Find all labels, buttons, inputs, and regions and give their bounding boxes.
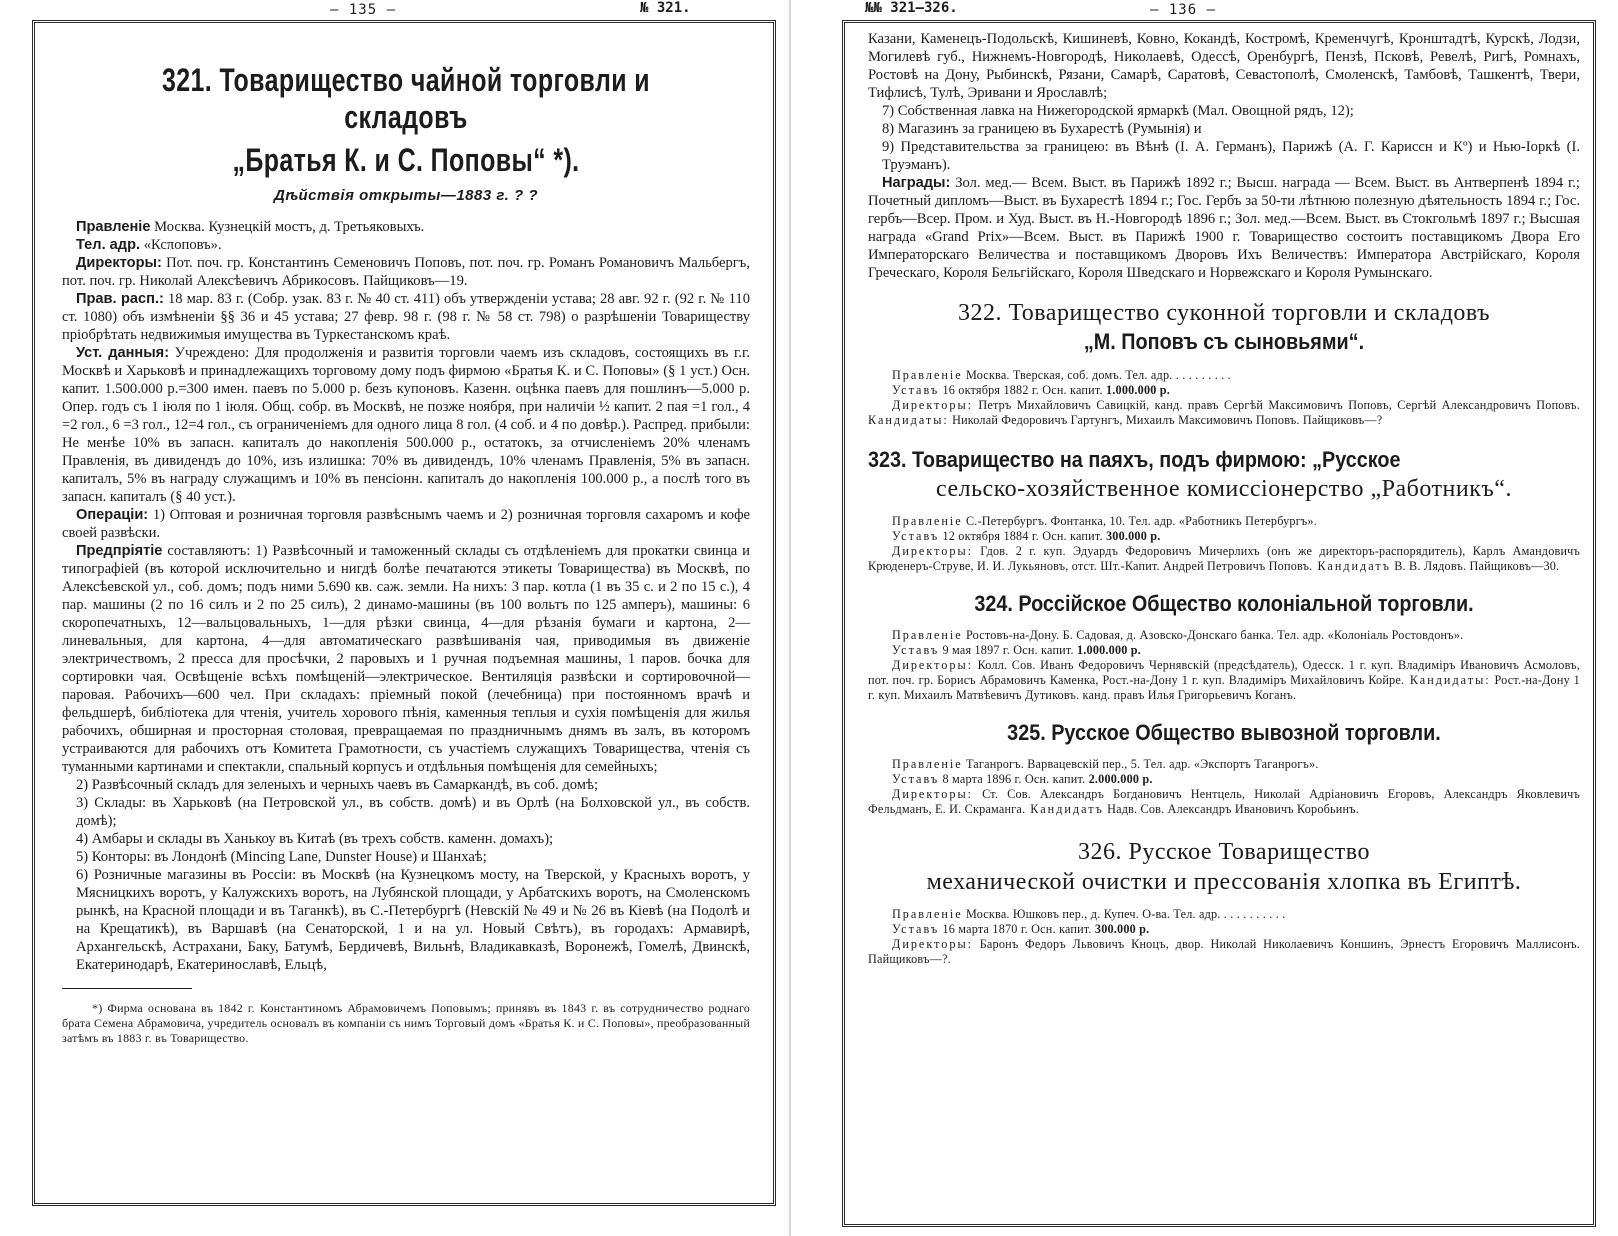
directors-label: Директоры: (76, 255, 162, 271)
candidates-label: Кандидаты: (868, 413, 949, 427)
gov-orders-text: 18 мар. 83 г. (Собр. узак. 83 г. № 40 ст. 411) объ утвержденіи устава; 28 авг. 92 г. (92 г. № 110 ст. 1080) объ измѣненіи §§ 36 и 45 устава; 27 февр. 98 г. (98 г. № 58 ст. 798) о разрѣшеніи Товариществу пріобрѣтать недвижимыя имущества въ Туркестанскомъ краѣ. (62, 291, 750, 343)
entry-321-opened: Дѣйствія открыты—1883 г. ? ? (273, 187, 538, 204)
board-text: С.-Петербургъ. Фонтанка, 10. Тел. адр. «Работникъ Петербургъ». (962, 514, 1317, 528)
enterprise-item-4: 4) Амбары и склады въ Ханькоу въ Китаѣ (въ трехъ собств. каменн. домахъ); (76, 831, 554, 847)
entry-range-left: № 321. (640, 0, 691, 16)
charter-text: 12 октября 1884 г. Осн. капит. (939, 529, 1106, 543)
entry-321-enterprise (62, 542, 750, 776)
charter-text: 9 мая 1897 г. Осн. капит. (939, 643, 1077, 657)
candidates-text: Николай Федоровичъ Гартунгъ, Михаилъ Максимовичъ Поповъ. Пайщиковъ—? (948, 413, 1383, 427)
charter-label: Уставъ (892, 772, 940, 786)
board-text: Таганрогъ. Варвацевскій пер., 5. Тел. адр. «Экспортъ Таганрогъ». (962, 757, 1319, 771)
entry-323 (868, 446, 1580, 574)
directors-text: Баронъ Федоръ Львовичъ Кноцъ, двор. Николай Николаевичъ Коншинъ, Эрнестъ Егоровичъ Маллисонъ. Пайщиковъ—?. (868, 937, 1580, 966)
enterprise-item-2: 2) Развѣсочный складъ для зеленыхъ и черныхъ чаевъ въ Самаркандѣ, въ соб. домѣ; (76, 777, 599, 793)
entry-324-charter (868, 643, 1580, 658)
directors-text: Пот. поч. гр. Константинъ Семеновичъ Поповъ, пот. поч. гр. Романъ Романовичъ Мальбергъ, пот. поч. гр. Николай Алексѣевичъ Абрикосовъ. Пайщиковъ—19. (62, 255, 750, 289)
capital-value: 2.000.000 р. (1088, 772, 1153, 786)
enterprise-item-9: 9) Представительства за границею: въ Вѣнѣ (І. А. Германъ), Парижѣ (А. Г. Кариссн и Кº) и Нью-Іоркѣ (І. Труэманъ). (882, 139, 1580, 173)
charter-label: Уст. данныя: (76, 345, 170, 361)
charter-label: Уставъ (892, 383, 940, 397)
board-text: Москва. Кузнецкій мостъ, д. Третьяковыхъ. (150, 219, 425, 235)
entry-324-title: 324. Россійское Общество колоніальной торговли. (974, 591, 1474, 616)
footnote-rule (62, 988, 192, 989)
board-label: Правленіе (892, 907, 963, 921)
capital-value: 300.000 р. (1094, 922, 1150, 936)
entry-322-charter (868, 383, 1580, 398)
entry-321-board (62, 218, 750, 236)
awards-text: Зол. мед.— Всем. Выст. въ Парижѣ 1892 г.; Высш. награда — Всем. Выст. въ Антверпенѣ 1894 г.; Почетный дипломъ—Выст. въ Бухарестѣ 1894 г.; Гос. Гербъ за 50-ти лѣтнюю полезную дѣятельность 1894 г.; Гос. гербъ—Всер. Пром. и Худ. Выст. въ Н.-Новгородѣ 1896 г.; Зол. мед.—Всем. Выст. въ Стокгольмѣ 1897 г.; Высшая награда «Grand Prix»—Всем. Выст. въ Парижѣ 1900 г. Товарищество состоитъ поставщикомъ Двора Его Императорскаго Величества и поставщикомъ Дворовъ Ихъ Величествъ: Императора Австрійскаго, Короля Греческаго, Короля Бельгійскаго, Короля Шведскаго и Норвежскаго и Короля Румынскаго. (868, 175, 1580, 281)
entry-323-charter (868, 529, 1580, 544)
entry-325-title: 325. Русское Общество вывозной торговли. (1007, 720, 1441, 745)
entry-321-title-line1: 321. Товарищество чайной торговли и складовъ (161, 62, 650, 135)
page-number-136: — 136 — (1150, 2, 1217, 18)
board-text: Москва. Тверская, соб. домъ. Тел. адр. . . . . . . . . . (962, 368, 1231, 382)
entry-321-telegraph (62, 236, 750, 254)
entry-325-board (868, 757, 1580, 772)
entry-323-title-line1: 323. Товарищество на паяхъ, подъ фирмою: „Русское (868, 447, 1401, 472)
gov-orders-label: Прав. расп.: (76, 291, 164, 307)
enterprise-text: составляютъ: 1) Развѣсочный и таможенный склады съ отдѣленіемъ для прокатки свинца и типографіей (въ которой исключительно и нигдѣ болѣе печатаются этикеты Товарищества) въ Москвѣ, по Алексѣевской ул., соб. домъ; подъ ними 5.690 кв. саж. земли. На нихъ: 3 пар. котла (1 въ 35 с. и 2 по 15 с.), 4 пар. машины (2 по 16 силъ и 2 по 25 силъ), 2 динамо-машины (въ 100 вольтъ по 125 амперъ), машины: 6 скоропечатныхъ, 12—вальцовальныхъ, 1—для рѣзки свинца, 4—для рѣзанія бумаги и картона, 2—линевальныя, для картона, 4—для автоматическаго развѣшиванія чая, приводимыя въ движеніе электричествомъ, 2 пресса для просѣчки, 2 паровыхъ и 1 ручная подъемная машины, 1 паров. бочка для сортировки чая. Освѣщеніе всѣхъ помѣщеній—электрическое. Вентиляція развѣски и сортировочной—паровая. Рабочихъ—600 чел. При складахъ: пріемный покой (лечебница) при постоянномъ врачѣ и фельдшерѣ, библіотека для чтенія, учитель хорового пѣнія, каменныя теплыя и сухія помѣщенія для жилья рабочихъ, обширная и просторная столовая, превращаемая по праздничнымъ днямъ въ залъ, въ которомъ устраиваются для рабочихъ отъ Комитета Грамотности, съ участіемъ служащихъ Товарищества, чтенія съ туманными картинами и спектакли, спальный корпусъ и отдѣльныя помѣщенія для семейныхъ; (62, 543, 750, 775)
page-number-135: — 135 — (330, 2, 397, 18)
entry-326 (868, 837, 1580, 967)
enterprise-item-8: 8) Магазинъ за границею въ Бухарестѣ (Румынія) и (882, 121, 1202, 137)
entry-321 (62, 56, 750, 1206)
enterprise-item-7: 7) Собственная лавка на Нижегородской ярмаркѣ (Мал. Овощной рядъ, 12); (882, 103, 1354, 119)
entry-322-title-line1: 322. Товарищество суконной торговли и складовъ (957, 300, 1491, 326)
entry-322 (868, 298, 1580, 428)
candidates-label: Кандидаты: (1404, 673, 1491, 687)
entry-325 (868, 719, 1580, 817)
candidate-text: Надв. Сов. Александръ Ивановичъ Коробьинъ. (1103, 802, 1359, 816)
enterprise-item-6: 6) Розничные магазины въ Россіи: въ Москвѣ (на Кузнецкомъ мосту, на Тверской, у Красныхъ воротъ, у Мясницкихъ воротъ, у Калужскихъ воротъ, на Лубянской площади, у Арбатскихъ воротъ, на Смоленскомъ рынкѣ, на Красной площади и въ Таганкѣ), въ С.-Петербургѣ (Невскій № 49 и № 26 въ Кіевѣ (на Подолѣ и на Крещатикѣ), въ Варшавѣ (на Сенаторской, 1 и на ул. Новый Свѣтъ), въ городахъ: Армавирѣ, Архангельскѣ, Астрахани, Баку, Батумѣ, Бердичевѣ, Вильнѣ, Владикавказѣ, Воронежѣ, Гомелѣ, Двинскѣ, Екатеринодарѣ, Екатеринославѣ, Ельцѣ, (76, 867, 750, 973)
enterprise-label: Предпріятіе (76, 543, 163, 559)
directors-label: Директоры: (892, 787, 974, 801)
directors-label: Директоры: (892, 398, 974, 412)
board-label: Правленіе (76, 219, 151, 235)
directors-label: Директоры: (892, 658, 974, 672)
charter-label: Уставъ (892, 529, 940, 543)
candidate-label: Кандидатъ (1312, 559, 1391, 573)
directors-label: Директоры: (892, 544, 974, 558)
entry-325-directors (868, 787, 1580, 817)
telegraph-text: «Ксποповъ». (140, 237, 222, 253)
entry-322-board (868, 368, 1580, 383)
board-text: Ростовъ-на-Дону. Б. Садовая, д. Азовско-Донскаго банка. Тел. адр. «Колоніаль Ростовдонъ». (962, 628, 1464, 642)
entry-322-directors (868, 398, 1580, 428)
entry-322-title-line2: „М. Поповъ съ сыновьями“. (1083, 329, 1365, 354)
directors-text: Колл. Сов. Иванъ Федоровичъ Чернявскій (предсѣдатель), Одесск. 1 г. куп. Владиміръ Ивановичъ Асмоловъ, пот. поч. гр. Борисъ Абрамовичъ Каменка, Рост.-на-Дону 1 г. куп. Владиміръ Михайловичъ Койре. (868, 658, 1580, 687)
board-text: Москва. Юшковъ пер., д. Купеч. О-ва. Тел. адр. . . . . . . . . . . (962, 907, 1286, 921)
entry-325-charter (868, 772, 1580, 787)
entry-326-board (868, 907, 1580, 922)
entry-324 (868, 590, 1580, 703)
board-label: Правленіе (892, 514, 963, 528)
capital-value: 1.000.000 р. (1105, 383, 1171, 397)
entry-324-directors (868, 658, 1580, 703)
board-label: Правленіе (892, 368, 963, 382)
directors-text: Петръ Михайловичъ Савицкій, канд. правъ Сергѣй Максимовичъ Поповъ, Сергѣй Александровичъ Поповъ. (973, 398, 1580, 412)
charter-label: Уставъ (892, 922, 940, 936)
entry-326-charter (868, 922, 1580, 937)
charter-text: 8 марта 1896 г. Осн. капит. (939, 772, 1089, 786)
charter-text: 16 октября 1882 г. Осн. капит. (939, 383, 1106, 397)
charter-label: Уставъ (892, 643, 940, 657)
candidate-label: Кандидатъ (1025, 802, 1104, 816)
capital-value: 300.000 р. (1105, 529, 1161, 543)
entry-323-board (868, 514, 1580, 529)
entry-321-government-orders (62, 290, 750, 344)
entry-324-board (868, 628, 1580, 643)
entry-326-title-line1: 326. Русское Товарищество (1078, 839, 1370, 865)
directors-label: Директоры: (892, 937, 974, 951)
entry-321-awards (868, 174, 1580, 282)
entry-range-right: №№ 321—326. (865, 0, 958, 16)
directors-text: Ст. Сов. Александръ Богдановичъ Нентцель, Николай Адріановичъ Егоровъ, Александръ Яковлевичъ Фельдманъ, Е. И. Скраманга. (868, 787, 1580, 816)
candidates-text: Рост.-на-Дону 1 г. куп. Михаилъ Матвѣевичъ Дутиковъ. канд. правъ Илья Григорьевичъ Коганъ. (868, 673, 1580, 702)
right-page (790, 0, 1618, 1236)
candidate-text: В. В. Лядовъ. Пайщиковъ—30. (1390, 559, 1560, 573)
footnote: *) Фирма основана въ 1842 г. Константиномъ Абрамовичемъ Поповымъ; принявъ въ 1843 г. въ сотрудничество роднаго брата Семена Абрамовича, учредитель основалъ въ компаніи съ нимъ Торговый домъ «Братья К. и С. Поповы», преобразованный затѣмъ въ 1883 г. въ Товарищество. (62, 1001, 750, 1045)
entry-321-operations (62, 506, 750, 542)
operations-label: Операціи: (76, 507, 149, 523)
entry-326-directors (868, 937, 1580, 967)
board-label: Правленіе (892, 628, 963, 642)
board-label: Правленіе (892, 757, 963, 771)
telegraph-label: Тел. адр. (76, 237, 141, 253)
awards-label: Награды: (882, 175, 951, 191)
directors-text: Гдов. 2 г. куп. Эдуардъ Федоровичъ Мичерлихъ (онъ же директоръ-распорядитель), Карлъ Амандовичъ Крюденеръ-Струве, И. И. Лукьяновъ, отст. Шт.-Капит. Андрей Петровичъ Поповъ. (868, 544, 1580, 573)
entry-321-title-line2: „Братья К. и С. Поповы“ *). (232, 142, 580, 178)
charter-text: Учреждено: Для продолженія и развитія торговли чаемъ изъ складовъ, состоящихъ въ г.г. Москвѣ и Харьковѣ и принадлежащихъ торговому дому подъ фирмою «Братья К. и С. Поповы» (§ 1 уст.) Осн. капит. 1.500.000 р.=300 имен. паевъ по 5.000 р. безъ купоновъ. Казенн. оцѣнка паевъ для пошлинъ—5.000 р. Опер. годъ съ 1 іюля по 1 іюля. Общ. собр. въ Москвѣ, не позже ноября, при наличіи ½ капит. 2 пая =1 гол., 4 =2 гол., 6 =3 гол., 12=4 гол., съ ограниченіемъ для одного лица 8 гол. (4 соб. и 4 по довѣр.). Распред. прибыли: Не менѣе 10% въ запасн. капиталъ до накопленія 500.000 р., остатокъ, за отчисленіемъ 20% членамъ Правленія, въ дивидендъ до 10%, изъ излишка: 70% въ дивидендъ, 10% членамъ Правленія, 5% въ запасн. капиталъ, 5% въ награду служащимъ и 10% въ пенсіонн. капиталъ до накопленія 100.000 р., а послѣ того въ запасн. капиталъ (§ 40 уст.). (62, 345, 750, 505)
right-content (868, 30, 1580, 1228)
entry-326-title-line2: механической очистки и прессованія хлопка въ Египтѣ. (926, 869, 1522, 895)
capital-value: 1.000.000 р. (1077, 643, 1142, 657)
entry-323-title-line2: сельско-хозяйственное комиссіонерство „Работникъ“. (936, 476, 1512, 502)
enterprise-item-5: 5) Конторы: въ Лондонѣ (Mincing Lane, Dunster House) и Шанхаѣ; (76, 849, 487, 865)
entry-321-continuation: Казани, Каменецъ-Подольскѣ, Кишиневѣ, Ковно, Кокандѣ, Костромѣ, Кременчугѣ, Кронштадтѣ, Курскѣ, Лодзи, Могилевѣ губ., Нижнемъ-Новгородѣ, Николаевѣ, Одессѣ, Оренбургѣ, Пензѣ, Псковѣ, Ревелѣ, Ригѣ, Ромнахъ, Ростовѣ на Дону, Рыбинскѣ, Рязани, Самарѣ, Саратовѣ, Севастополѣ, Смоленскѣ, Тамбовѣ, Ташкентѣ, Твери, Тифлисѣ, Тулѣ, Эривани и Ярославлѣ; (868, 31, 1580, 101)
left-page (0, 0, 790, 1236)
operations-text: 1) Оптовая и розничная торговля развѣснымъ чаемъ и 2) розничная торговля сахаромъ и кофе своей развѣски. (62, 507, 750, 541)
entry-323-directors (868, 544, 1580, 574)
entry-321-directors (62, 254, 750, 290)
enterprise-item-3: 3) Склады: въ Харьковѣ (на Петровской ул., въ собств. домѣ) и въ Орлѣ (на Болховской ул., въ собств. домѣ); (76, 795, 750, 829)
entry-321-charter-data (62, 344, 750, 506)
charter-text: 16 марта 1870 г. Осн. капит. (939, 922, 1095, 936)
